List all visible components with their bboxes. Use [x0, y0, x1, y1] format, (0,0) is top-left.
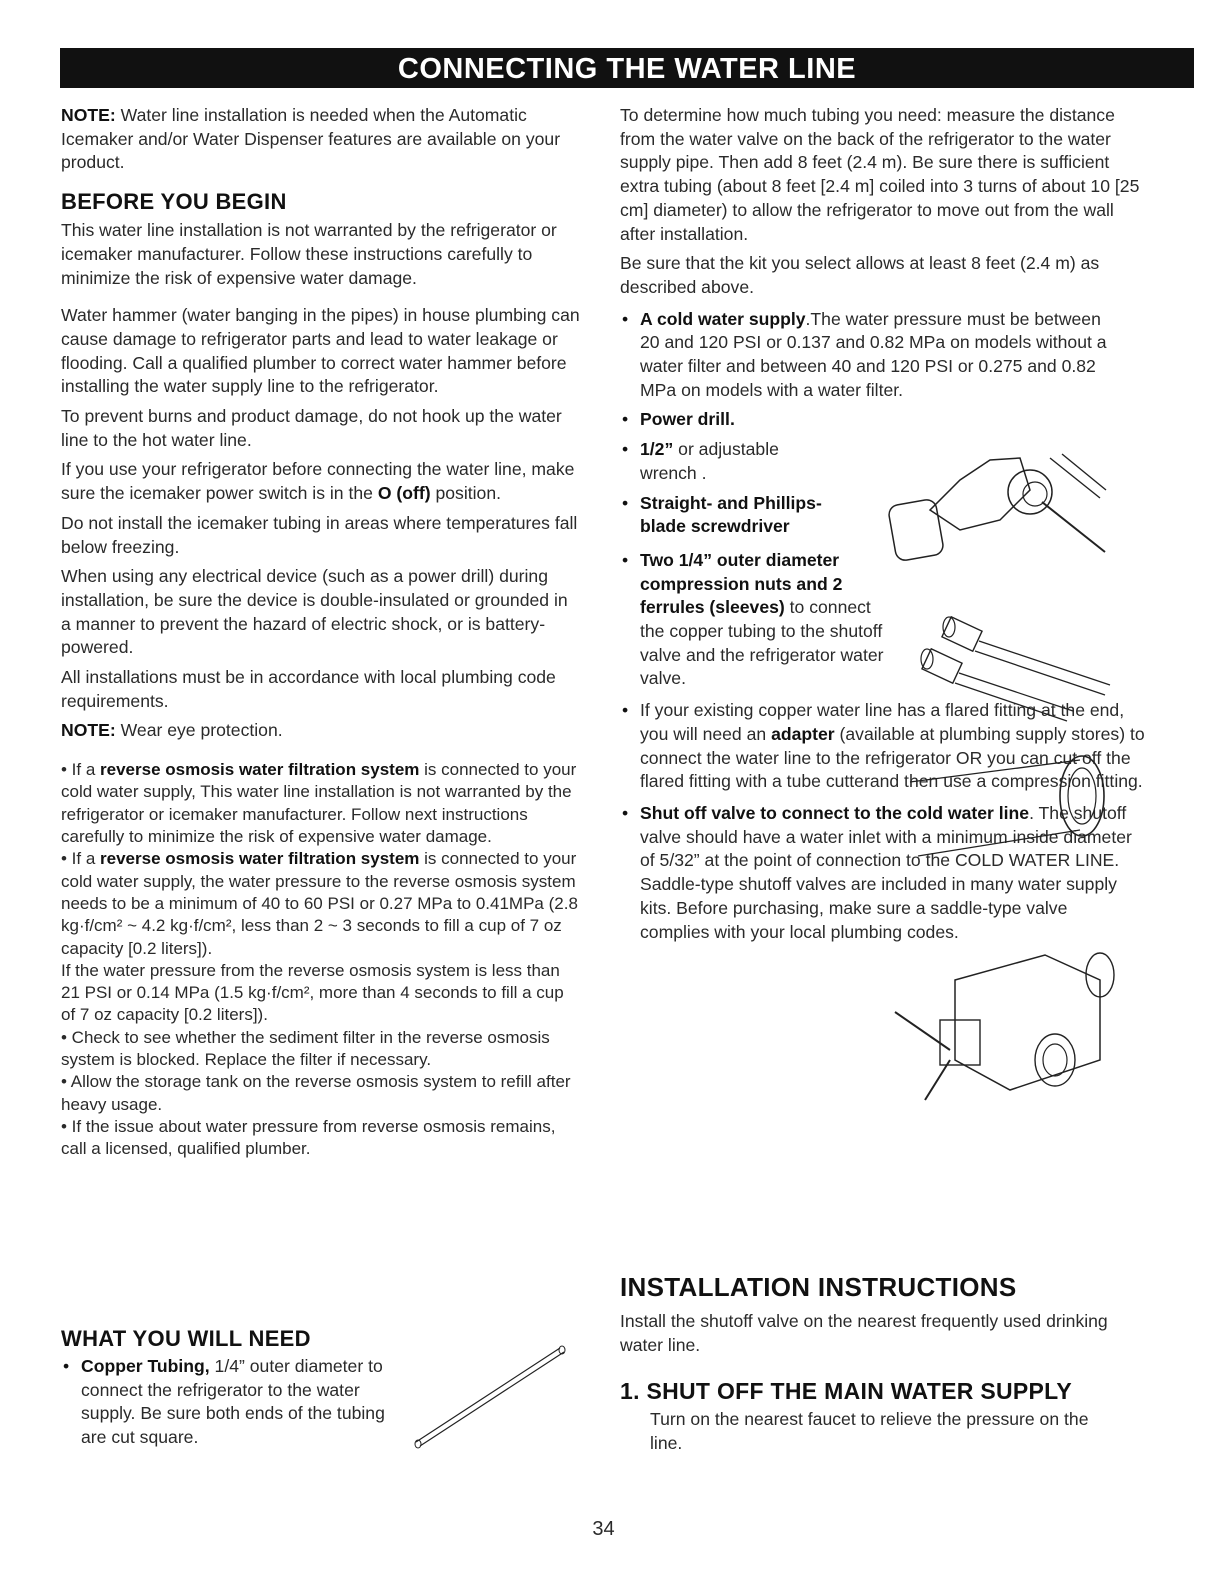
note-paragraph: [61, 104, 581, 175]
screwdriver-item: • Straight- and Phillips-blade screwdriver: [620, 492, 860, 539]
note-label: NOTE:: [61, 105, 116, 125]
switch-off-label: O (off): [377, 483, 431, 504]
section-banner: CONNECTING THE WATER LINE: [60, 48, 1194, 88]
kit-paragraph: Be sure that the kit you select allows at least 8 feet (2.4 m) as described above.: [620, 253, 1100, 297]
note2-text: Wear eye protection.: [115, 720, 283, 741]
wrench-item: • 1/2” or adjustable wrench .: [620, 438, 830, 485]
electrical-paragraph: When using any electrical device (such as a power drill) during installation, be sure the device is double-insulated or grounded in a manner to prevent the hazard of electric shock, or is battery-powered.: [61, 566, 568, 658]
power-drill-item: • Power drill.: [620, 408, 1150, 432]
flared-fitting-illustration: [910, 730, 1115, 865]
note2-label: NOTE:: [61, 720, 116, 741]
plumbing-code-paragraph: All installations must be in accordance with local plumbing code requirements.: [61, 667, 556, 711]
ro-item-3: If the water pressure from the reverse osmosis system is less than 21 PSI or 0.14 MPa (1.5 kg·f/cm², more than 4 seconds to fill a cup of 7 oz capacity [0.2 liters]).: [61, 960, 564, 1025]
what-you-will-need-heading: WHAT YOU WILL NEED: [61, 1326, 311, 1351]
reverse-osmosis-block: [61, 759, 581, 1160]
copper-tubing-item: • Copper Tubing, 1/4” outer diameter to connect the refrigerator to the water supply. Be sure both ends of the tubing are cut square.: [61, 1355, 411, 1450]
ro-item-5: • Allow the storage tank on the reverse osmosis system to refill after heavy usage.: [61, 1072, 571, 1114]
step-1-heading: 1. SHUT OFF THE MAIN WATER SUPPLY: [620, 1378, 1073, 1404]
tubing-length-paragraph: To determine how much tubing you need: measure the distance from the water valve on the back of the refrigerator to the water supply pipe. Then add 8 feet (2.4 m). Be sure there is sufficient extra tubing (about 8 feet [2.4 m] coiled into 3 turns of about 10 [25 cm] diameter) to allow the refrigerator to move out from the wall after installation.: [620, 105, 1140, 244]
installation-instructions-heading: INSTALLATION INSTRUCTIONS: [620, 1272, 1017, 1302]
ro-item-1: • If a reverse osmosis water filtration system is connected to your cold water supply, This water line installation is not warranted by the refrigerator or icemaker manufacturer. Follow next instructions carefully to minimize the risk of expensive water damage.: [61, 760, 577, 847]
installation-intro: Install the shutoff valve on the nearest frequently used drinking water line.: [620, 1311, 1108, 1355]
flared-fitting-item: • If your existing copper water line has a flared fitting at the end, you will need an adapter (available at plumbing supply stores) to connect the water line to the refrigerator OR you can cut off the flared fitting with a tube cutterand then use a compression fitting.: [620, 699, 1150, 794]
eye-protection-note: [61, 719, 581, 743]
page-number: 34: [592, 1518, 615, 1540]
freezing-paragraph: Do not install the icemaker tubing in areas where temperatures fall below freezing.: [61, 512, 578, 557]
ro-item-2: • If a reverse osmosis water filtration system is connected to your cold water supply, the water pressure to the reverse osmosis system needs to be a minimum of 40 to 60 PSI or 0.27 MPa to 0.41MPa (2.8 kg·f/cm² ~ 4.2 kg·f/cm², less than 2 ~ 3 seconds to fill a cup of 7 oz capacity [0.2 liters]).: [61, 849, 578, 958]
water-hammer-paragraph: Water hammer (water banging in the pipes) in house plumbing can cause damage to refrigerator parts and lead to water leakage or flooding. Call a qualified plumber to correct water hammer before installing the water supply line to the refrigerator.: [61, 305, 580, 397]
left-column: [61, 104, 581, 1161]
shutoff-valve-illustration: [895, 950, 1120, 1110]
cold-water-supply-item: • A cold water supply.The water pressure must be between 20 and 120 PSI or 0.137 and 0.82 MPa on models without a water filter and between 40 and 120 PSI or 0.275 and 0.82 MPa on models with a water filter.: [620, 308, 1110, 403]
hot-water-paragraph: To prevent burns and product damage, do not hook up the water line to the hot water line.: [61, 406, 562, 450]
shutoff-valve-item: • Shut off valve to connect to the cold water line. The shutoff valve should have a water inlet with a minimum inside diameter of 5/32” at the point of connection to the COLD WATER LINE. Saddle-type shutoff valves are included in many water supply kits. Before purchasing, make sure a saddle-type valve complies with your local plumbing codes.: [620, 802, 1140, 944]
compression-nuts-item: • Two 1/4” outer diameter compression nuts and 2 ferrules (sleeves) to connect the copper tubing to the shutoff valve and the refrigerator water valve.: [620, 549, 890, 691]
step-1-text: Turn on the nearest faucet to relieve the pressure on the line.: [650, 1409, 1089, 1453]
switch-text: If you use your refrigerator before connecting the water line, make sure the icemaker power switch is in the: [61, 459, 575, 504]
compression-nuts-illustration: [905, 615, 1120, 725]
power-drill-illustration: [880, 450, 1120, 570]
note-text: Water line installation is needed when the Automatic Icemaker and/or Water Dispenser features are available on your product.: [61, 105, 561, 173]
copper-tubing-illustration: [410, 1340, 570, 1450]
warranty-paragraph: This water line installation is not warranted by the refrigerator or icemaker manufacturer. Follow these instructions carefully to minimize the risk of expensive water damage.: [61, 220, 557, 288]
ro-item-6: • If the issue about water pressure from reverse osmosis remains, call a licensed, qualified plumber.: [61, 1116, 556, 1159]
icemaker-switch-paragraph: [61, 458, 581, 505]
ro-item-4: • Check to see whether the sediment filter in the reverse osmosis system is blocked. Replace the filter if necessary.: [61, 1027, 550, 1070]
before-you-begin-heading: BEFORE YOU BEGIN: [61, 189, 287, 215]
switch-text-end: position.: [430, 483, 502, 504]
